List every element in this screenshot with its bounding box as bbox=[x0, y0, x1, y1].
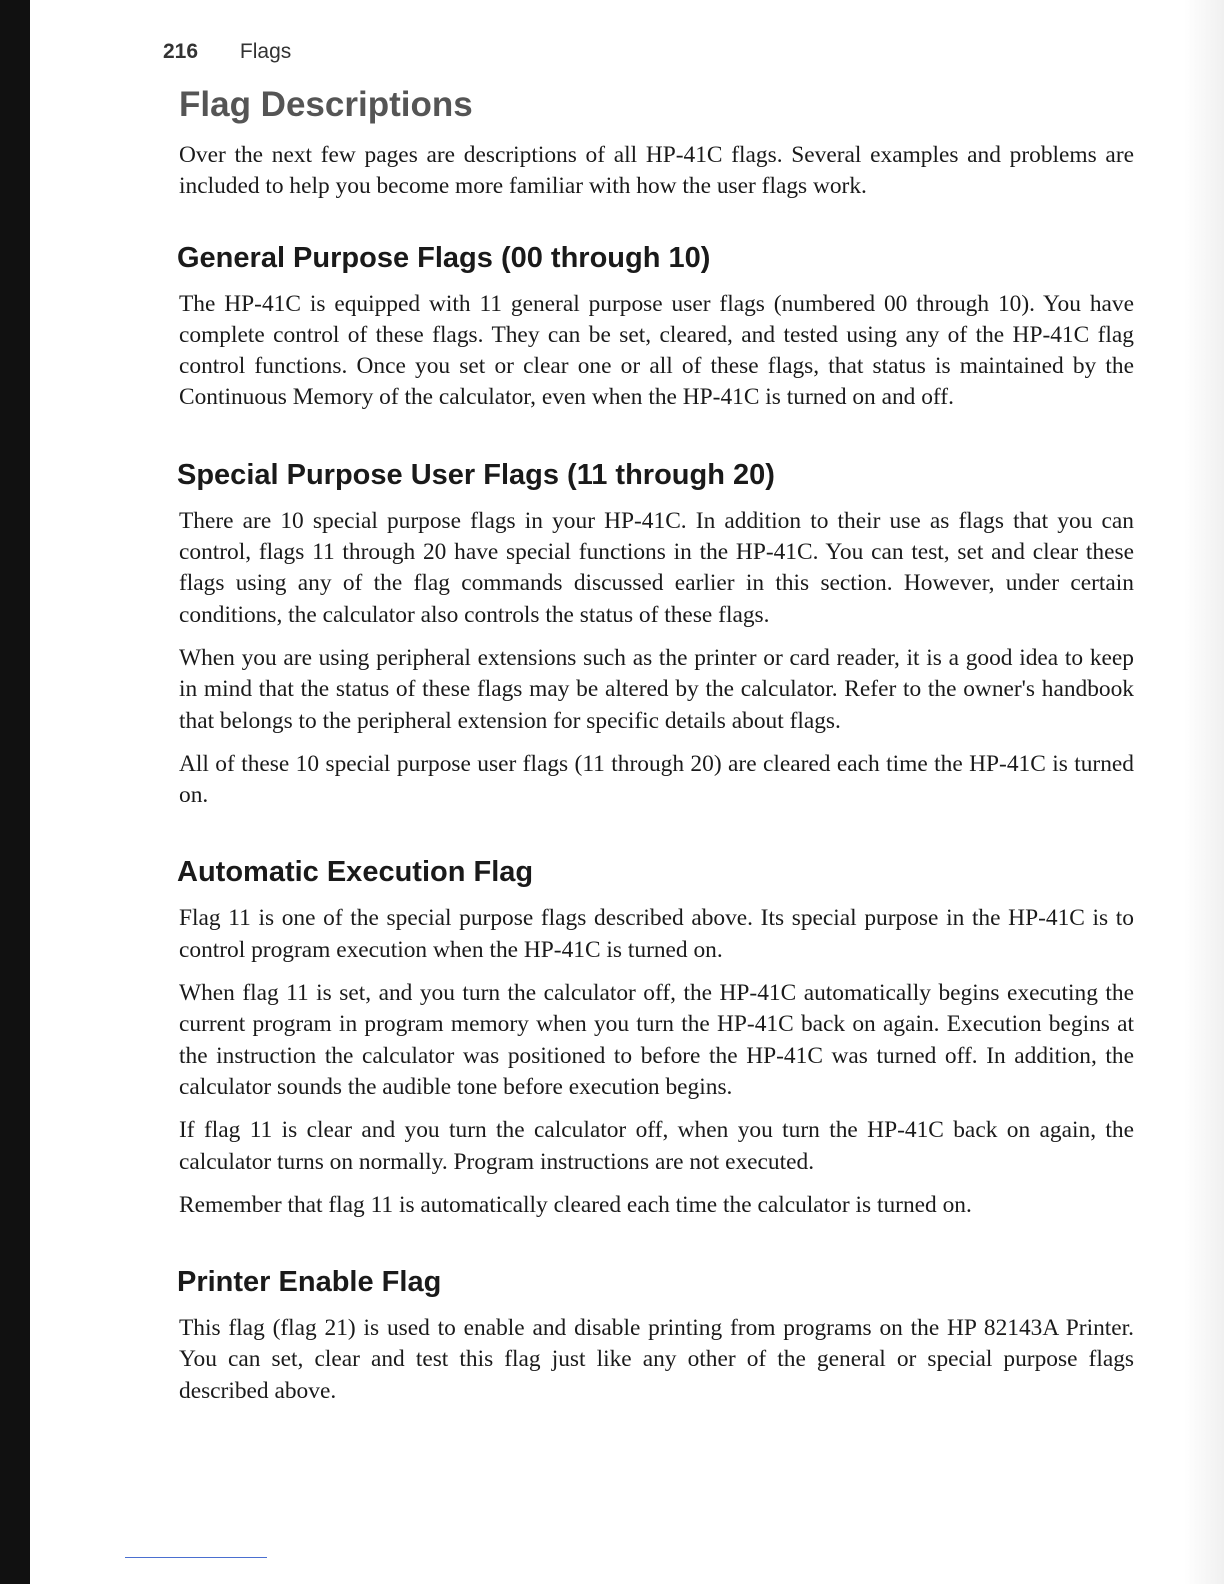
running-title: Flags bbox=[239, 40, 292, 63]
section-heading: Special Purpose User Flags (11 through 20) bbox=[177, 458, 775, 491]
page-header bbox=[163, 40, 291, 64]
scan-left-edge bbox=[0, 0, 30, 1584]
paragraph: The HP-41C is equipped with 11 general purpose user flags (numbered 00 through 10). You have complete control of these flags. They can be set, cleared, and tested using any of the HP-41C flag control functions. Once you set or clear one or all of these flags, that status is maintained by the Continuous Memory of the calculator, even when the HP-41C is turned on and off. bbox=[179, 290, 1134, 411]
page-title: Flag Descriptions bbox=[179, 85, 473, 124]
page-content bbox=[179, 82, 1134, 1449]
intro-section bbox=[179, 82, 1134, 203]
paragraph: All of these 10 special purpose user flags (11 through 20) are cleared each time the HP-41C is turned on. bbox=[179, 750, 1134, 809]
intro-paragraph: Over the next few pages are descriptions of all HP-41C flags. Several examples and problems are included to help you become more familiar with how the user flags work. bbox=[179, 142, 1134, 200]
footer-rule bbox=[125, 1557, 267, 1558]
paragraph: When flag 11 is set, and you turn the calculator off, the HP-41C automatically begins executing the current program in program memory when you turn the HP-41C back on again. Execution begins at the instruction the calculator was positioned to before the HP-41C was turned off. In addition, the calculator sounds the audible tone before execution begins. bbox=[179, 980, 1134, 1100]
paragraph: There are 10 special purpose flags in your HP-41C. In addition to their use as flags that you can control, flags 11 through 20 have special functions in the HP-41C. You can test, set and clear these flags using any of the flag commands discussed earlier in this section. However, under certain conditions, the calculator also controls the status of these flags. bbox=[179, 507, 1134, 628]
paragraph: If flag 11 is clear and you turn the calculator off, when you turn the HP-41C back on again, the calculator turns on normally. Program instructions are not executed. bbox=[179, 1117, 1134, 1175]
scan-right-edge bbox=[1184, 0, 1224, 1584]
section-automatic-execution-flag bbox=[179, 853, 1134, 1221]
section-general-purpose-flags bbox=[179, 239, 1134, 414]
paragraph: Flag 11 is one of the special purpose flags described above. Its special purpose in the HP-41C is to control program execution when the HP-41C is turned on. bbox=[179, 905, 1134, 963]
section-heading: Printer Enable Flag bbox=[177, 1266, 442, 1299]
paragraph: When you are using peripheral extensions such as the printer or card reader, it is a good idea to keep in mind that the status of these flags may be altered by the calculator. Refer to the owner's handbook that belongs to the peripheral extension for specific details about flags. bbox=[179, 644, 1134, 734]
section-heading: General Purpose Flags (00 through 10) bbox=[177, 241, 711, 274]
page-number: 216 bbox=[163, 40, 199, 63]
paragraph: Remember that flag 11 is automatically cleared each time the calculator is turned on. bbox=[179, 1191, 972, 1218]
section-printer-enable-flag bbox=[179, 1263, 1134, 1407]
paragraph: This flag (flag 21) is used to enable and disable printing from programs on the HP 82143A Printer. You can set, clear and test this flag just like any other of the general or special purpose flags described above. bbox=[179, 1315, 1134, 1404]
section-special-purpose-flags bbox=[179, 456, 1134, 812]
section-heading: Automatic Execution Flag bbox=[177, 856, 534, 889]
